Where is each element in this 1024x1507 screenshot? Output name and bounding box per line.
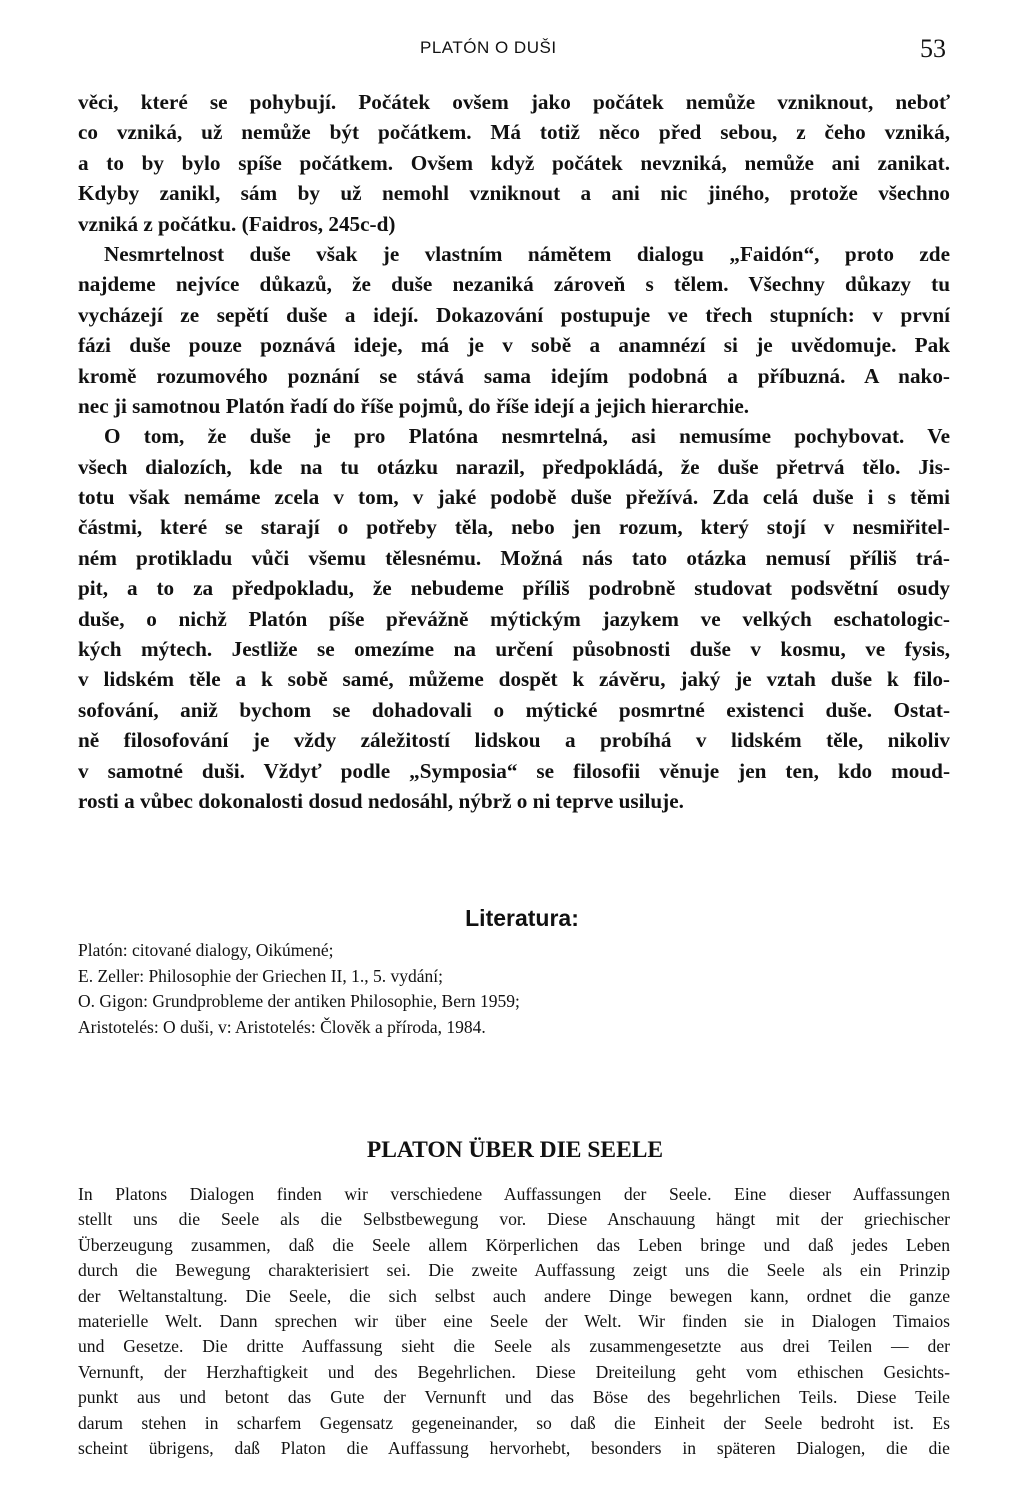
summary-line: stellt uns die Seele als die Selbstbewegung vor. Diese Anschauung hängt mit der griechischer [78,1209,950,1230]
body-line: co vzniká, už nemůže být počátkem. Má totiž něco před sebou, z čeho vzniká, [78,120,950,145]
body-text [78,87,950,816]
body-line: fázi duše pouze poznává ideje, má je v sobě a anamnézí si je uvědomuje. Pak [78,333,950,358]
body-line: Nesmrtelnost duše však je vlastním námětem dialogu „Faidón“, proto zde [104,241,950,266]
literature-heading: Literatura: [465,905,579,932]
summary-line: In Platons Dialogen finden wir verschiedene Auffassungen der Seele. Eine dieser Auffassungen [78,1184,950,1204]
summary-text [78,1182,950,1461]
body-line: částmi, které se starají o potřeby těla, nebo jen rozum, který stojí v nesmiřitel- [78,515,950,540]
body-line: nec ji samotnou Platón řadí do říše pojmů, do říše idejí a jejich hierarchie. [78,393,750,418]
summary-line: materielle Welt. Dann sprechen wir über eine Seele der Welt. Wir finden sie in Dialogen Timaios [78,1310,950,1331]
body-line: rosti a vůbec dokonalosti dosud nedosáhl, nýbrž o ni teprve usiluje. [78,788,684,813]
body-line: věci, které se pohybují. Počátek ovšem jako počátek nemůže vzniknout, neboť [78,90,950,114]
literature-list [78,938,958,1040]
literature-item: O. Gigon: Grundprobleme der antiken Philosophie, Bern 1959; [78,991,520,1011]
summary-line: der Weltanstaltung. Die Seele, die sich selbst auch andere Dinge bewegen kann, ordnet die ganze [78,1285,950,1306]
body-line: O tom, že duše je pro Platóna nesmrtelná, asi nemusíme pochybovat. Ve [104,424,950,449]
literature-item: Platón: citované dialogy, Oikúmené; [78,940,334,960]
summary-line: darum stehen in scharfem Gegensatz gegeneinander, so daß die Einheit der Seele bedroht ist. Es [78,1412,950,1433]
summary-line: scheint übrigens, daß Platon die Auffassung hervorhebt, besonders in späteren Dialogen, die die [78,1437,950,1458]
summary-line: durch die Bewegung charakterisiert sei. Die zweite Auffassung zeigt uns die Seele als ein Prinzip [78,1260,950,1281]
body-line: vycházejí ze sepětí duše a idejí. Dokazování postupuje ve třech stupních: v první [78,302,950,327]
body-line: kromě rozumového poznání se stává sama idejím podobná a příbuzná. A nako- [78,363,950,388]
summary-line: punkt aus und betont das Gute der Vernunft und das Böse des begehrlichen Teils. Diese Teile [78,1387,950,1408]
body-line: v samotné duši. Vždyť podle „Symposia“ se filosofii věnuje jen ten, kdo moud- [78,758,950,783]
literature-item: Aristotelés: O duši, v: Aristotelés: Člověk a příroda, 1984. [78,1016,486,1037]
body-line: ně filosofování je vždy záležitostí lidskou a probíhá v lidském těle, nikoliv [78,728,950,753]
body-line: v lidském těle a k sobě samé, můžeme dospět k závěru, jaký je vztah duše k filo- [78,667,950,692]
page-number: 53 [920,34,946,63]
summary-title: PLATON ÜBER DIE SEELE [366,1136,664,1163]
body-line: totu však nemáme zcela v tom, v jaké podobě duše přežívá. Zda celá duše i s těmi [78,485,950,510]
body-line: všech dialozích, kde na tu otázku narazil, předpokládá, že duše přetrvá tělo. Jis- [78,454,950,479]
running-head [0,34,1024,64]
body-line: najdeme nejvíce důkazů, že duše nezaniká zároveň s tělem. Všechny důkazy tu [78,272,950,297]
summary-line: Vernunft, der Herzhaftigkeit und des Begehrlichen. Diese Dreiteilung geht vom ethischen Gesichts- [78,1361,950,1382]
body-line: ném protikladu vůči všemu tělesnému. Možná nás tato otázka nemusí příliš trá- [78,545,950,570]
body-line: Kdyby zanikl, sám by už nemohl vzniknout a ani nic jiného, protože všechno [78,181,950,206]
body-line: duše, o nichž Platón píše převážně mýtickým jazykem ve velkých eschatologic- [78,606,950,631]
body-line: pit, a to za předpokladu, že nebudeme příliš podrobně studovat podsvětní osudy [78,576,950,601]
literature-item: E. Zeller: Philosophie der Griechen II, 1., 5. vydání; [78,965,443,986]
body-line: sofování, aniž bychom se dohadovali o mýtické posmrtné existenci duše. Ostat- [78,697,950,722]
body-line: kých mýtech. Jestliže se omezíme na určení působnosti duše v kosmu, ve fysis, [78,637,950,662]
body-line: vzniká z počátku. (Faidros, 245c-d) [78,211,396,236]
running-title: PLATÓN O DUŠI [420,38,557,57]
summary-line: Überzeugung zusammen, daß die Seele allem Körperlichen das Leben bringe und daß jedes Leben [78,1234,950,1255]
summary-line: und Gesetze. Die dritte Auffassung sieht die Seele als zusammengesetzte aus drei Teilen — der [78,1336,950,1357]
body-line: a to by bylo spíše počátkem. Ovšem když počátek nevzniká, nemůže ani zanikat. [78,150,950,175]
